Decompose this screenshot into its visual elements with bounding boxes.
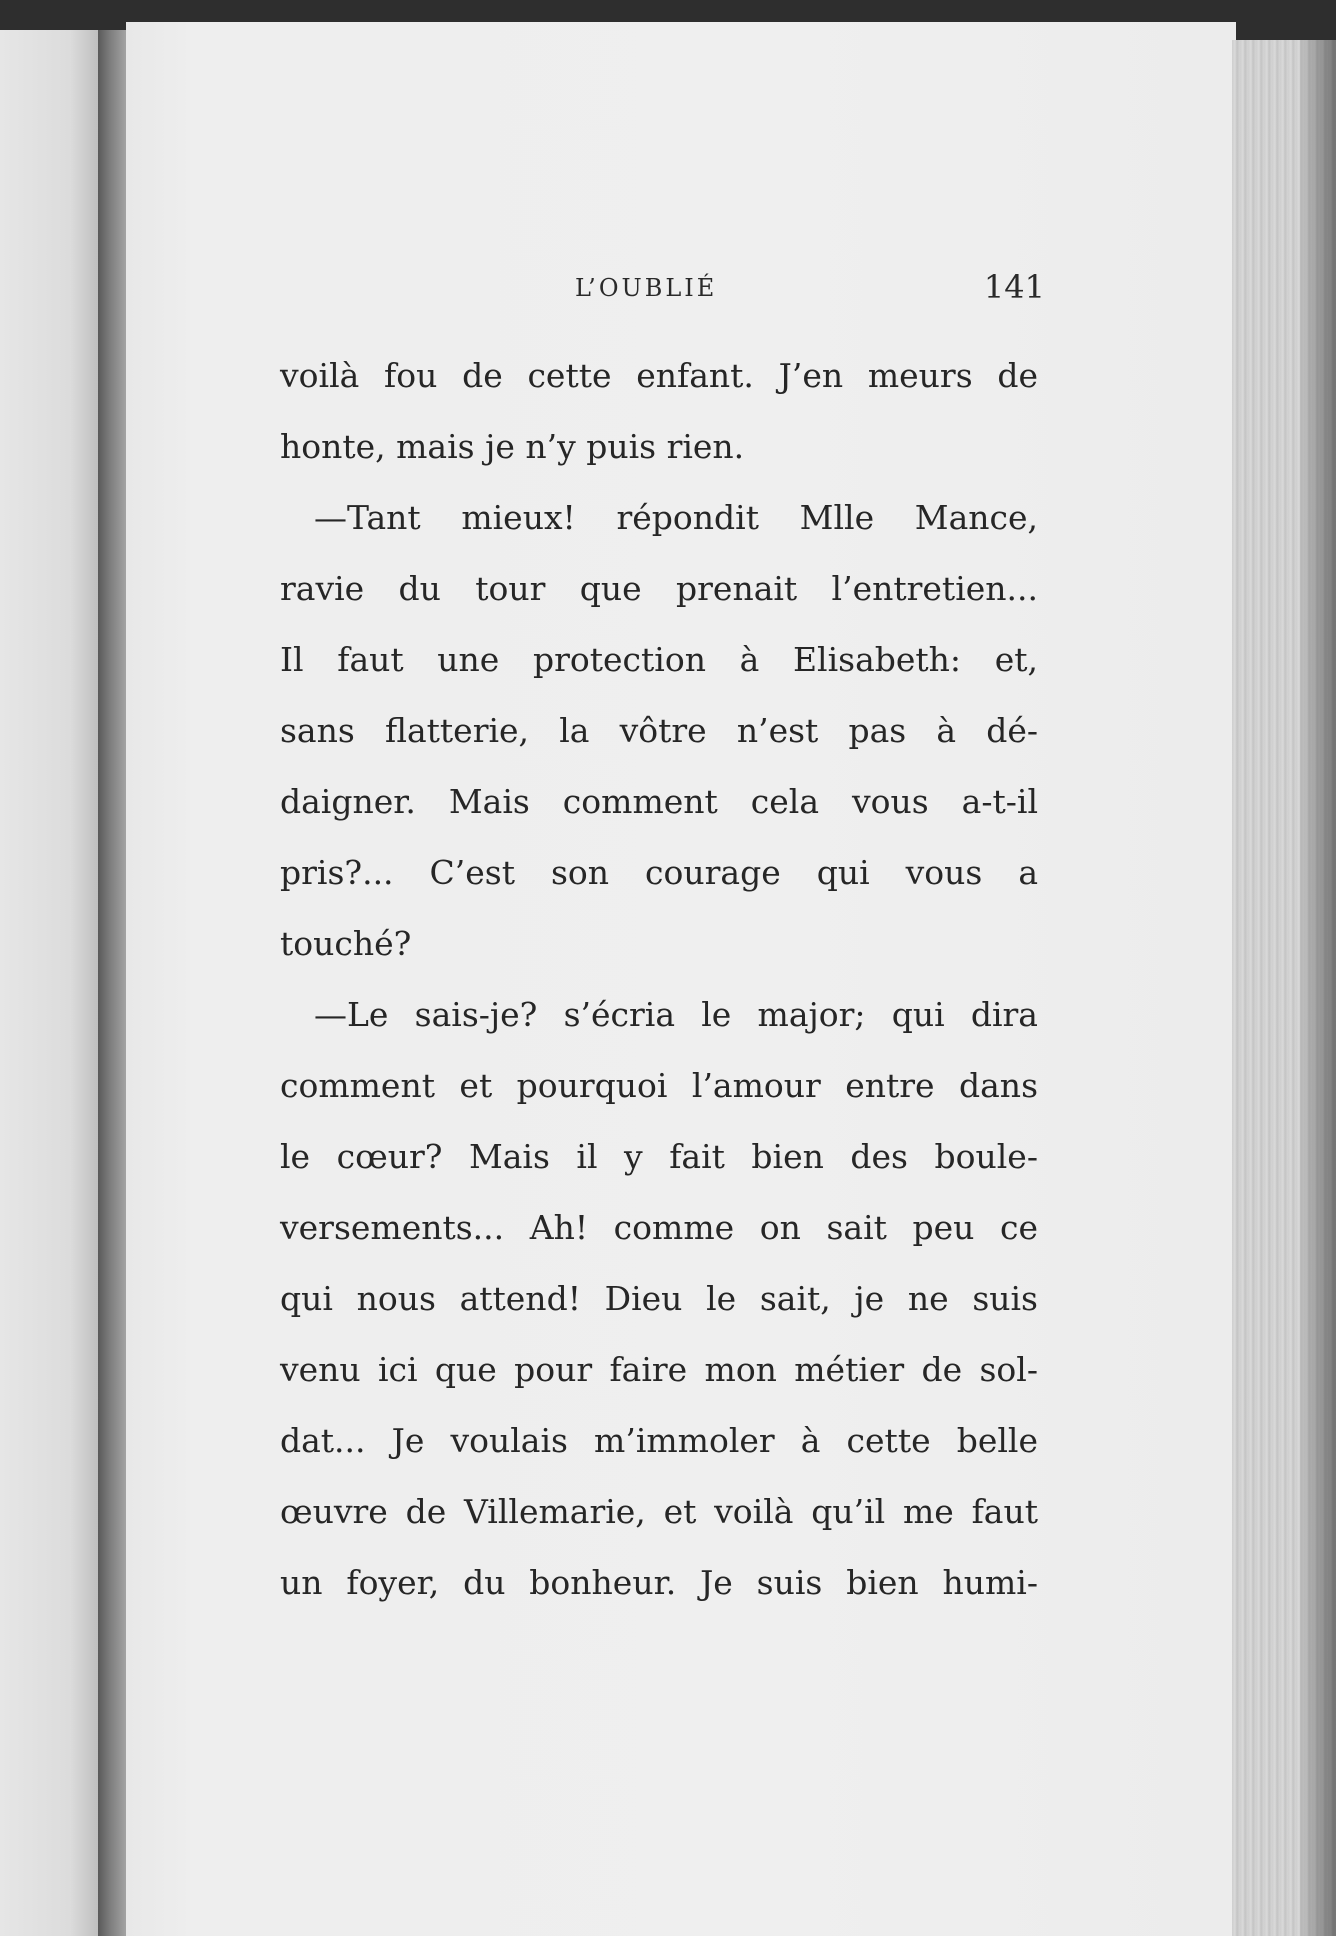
running-title: L’OUBLIÉ: [575, 274, 718, 302]
text-line: venu ici que pour faire mon métier de sol-: [280, 1350, 1038, 1389]
text-line: sans flatterie, la vôtre n’est pas à dé-: [280, 711, 1038, 750]
running-head: [575, 268, 1045, 308]
text-line: un foyer, du bonheur. Je suis bien humi-: [280, 1563, 1038, 1602]
page-number: 141: [983, 268, 1045, 306]
page-block-shadow: [1300, 40, 1336, 1936]
text-line: daigner. Mais comment cela vous a-t-il: [280, 782, 1038, 821]
text-line: honte, mais je n’y puis rien.: [280, 427, 745, 466]
text-line: voilà fou de cette enfant. J’en meurs de: [280, 356, 1038, 395]
text-line: ravie du tour que prenait l’entretien...: [280, 569, 1038, 608]
text-line: —Tant mieux! répondit Mlle Mance,: [314, 498, 1038, 537]
text-line: qui nous attend! Dieu le sait, je ne suis: [280, 1279, 1038, 1318]
text-line: dat... Je voulais m’immoler à cette belle: [280, 1421, 1038, 1460]
text-line: versements... Ah! comme on sait peu ce: [280, 1208, 1038, 1247]
text-line: comment et pourquoi l’amour entre dans: [280, 1066, 1038, 1105]
book-gutter: [98, 30, 128, 1936]
body-text: [280, 340, 1038, 1618]
text-line: œuvre de Villemarie, et voilà qu’il me faut: [280, 1492, 1038, 1531]
text-line: —Le sais-je? s’écria le major; qui dira: [314, 995, 1038, 1034]
facing-page-edge: [0, 30, 100, 1936]
text-line: pris?... C’est son courage qui vous a: [280, 853, 1038, 892]
text-line: Il faut une protection à Elisabeth: et,: [280, 640, 1038, 679]
text-line: touché?: [280, 924, 412, 963]
text-line: le cœur? Mais il y fait bien des boule-: [280, 1137, 1038, 1176]
